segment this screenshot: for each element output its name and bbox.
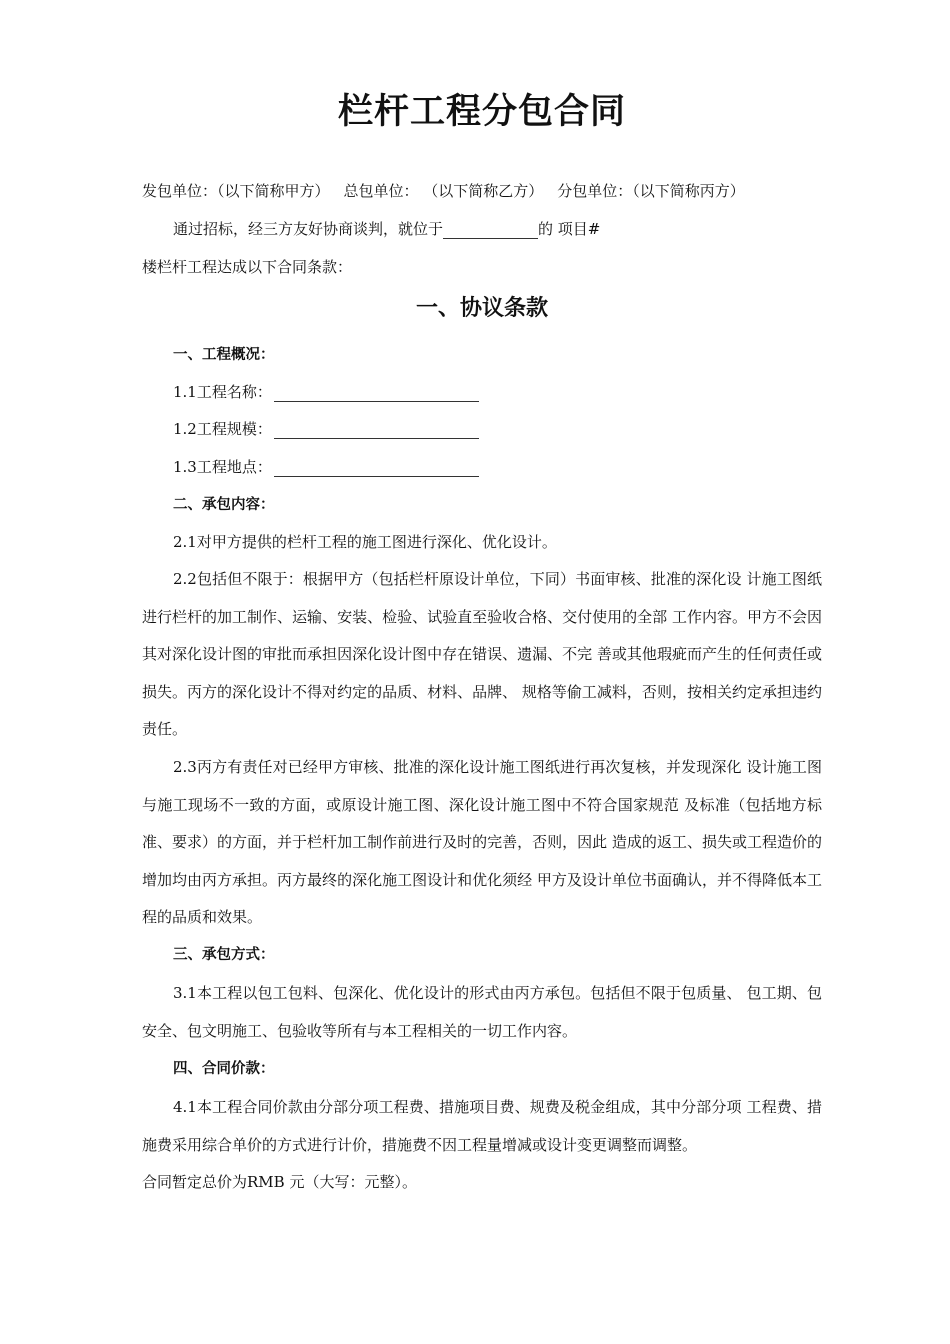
section-heading-agreement: 一、协议条款 (415, 295, 548, 321)
project-location-blank (274, 460, 479, 477)
location-blank (443, 222, 538, 239)
project-name-blank (274, 385, 479, 402)
parties-line (142, 181, 822, 201)
contract-total-line: 合同暂定总价为RMB 元（大写：元整）。 (142, 1173, 417, 1191)
clause-1-1 (173, 382, 822, 402)
intro-line-1 (173, 219, 822, 239)
heading-contract-method: 三、承包方式： (173, 947, 275, 963)
intro-text-before: 通过招标，经三方友好协商谈判，就位于 (173, 220, 444, 238)
clause-2-2: 2.2包括但不限于：根据甲方（包括栏杆原设计单位，下同）书面审核、批准的深化设 计施工图纸进行栏杆的加工制作、运输、安装、检验、试验直至验收合格、交付使用的全部 工作内容。甲方不会因其对深化设计图的审批而承担因深化设计图中存在错误、遗漏、不完 善或其他瑕疵而产生的任何责任或损失。丙方的深化设计不得对约定的品质、材料、品牌、 规格等偷工减料，否则，按相关约定承担违约责任。 (142, 570, 822, 738)
clause-1-3 (173, 457, 822, 477)
clause-1-1-label: 1.1工程名称： (173, 383, 272, 401)
heading-project-overview: 一、工程概况： (173, 347, 275, 363)
general-contractor-label: 总包单位： （以下简称乙方） (343, 182, 544, 200)
clause-1-3-label: 1.3工程地点： (173, 458, 272, 476)
clause-1-2 (173, 419, 822, 439)
employer-label: 发包单位：（以下简称甲方） (142, 182, 330, 200)
clause-1-2-label: 1.2工程规模： (173, 420, 272, 438)
intro-line-2: 楼栏杆工程达成以下合同条款： (142, 258, 353, 276)
subcontractor-label: 分包单位：（以下简称丙方） (557, 182, 745, 200)
clause-2-1: 2.1对甲方提供的栏杆工程的施工图进行深化、优化设计。 (173, 533, 557, 551)
clause-4-1: 4.1本工程合同价款由分部分项工程费、措施项目费、规费及税金组成，其中分部分项 工程费、措施费采用综合单价的方式进行计价，措施费不因工程量增减或设计变更调整而调整。 (142, 1098, 822, 1154)
intro-text-after: 的 项目# (538, 220, 601, 238)
clause-2-3: 2.3丙方有责任对已经甲方审核、批准的深化设计施工图纸进行再次复核，并发现深化 设计施工图与施工现场不一致的方面，或原设计施工图、深化设计施工图中不符合国家规范 及标准（包括地方标准、要求）的方面，并于栏杆加工制作前进行及时的完善，否则，因此 造成的返工、损失或工程造价的增加均由丙方承担。丙方最终的深化施工图设计和优化须经 甲方及设计单位书面确认，并不得降低本工程的品质和效果。 (142, 758, 822, 926)
project-scale-blank (274, 422, 479, 439)
document-title: 栏杆工程分包合同 (337, 91, 626, 132)
heading-contract-scope: 二、承包内容： (173, 497, 275, 513)
heading-contract-price: 四、合同价款： (173, 1061, 275, 1077)
clause-3-1: 3.1本工程以包工包料、包深化、优化设计的形式由丙方承包。包括但不限于包质量、 包工期、包安全、包文明施工、包验收等所有与本工程相关的一切工作内容。 (142, 984, 822, 1040)
